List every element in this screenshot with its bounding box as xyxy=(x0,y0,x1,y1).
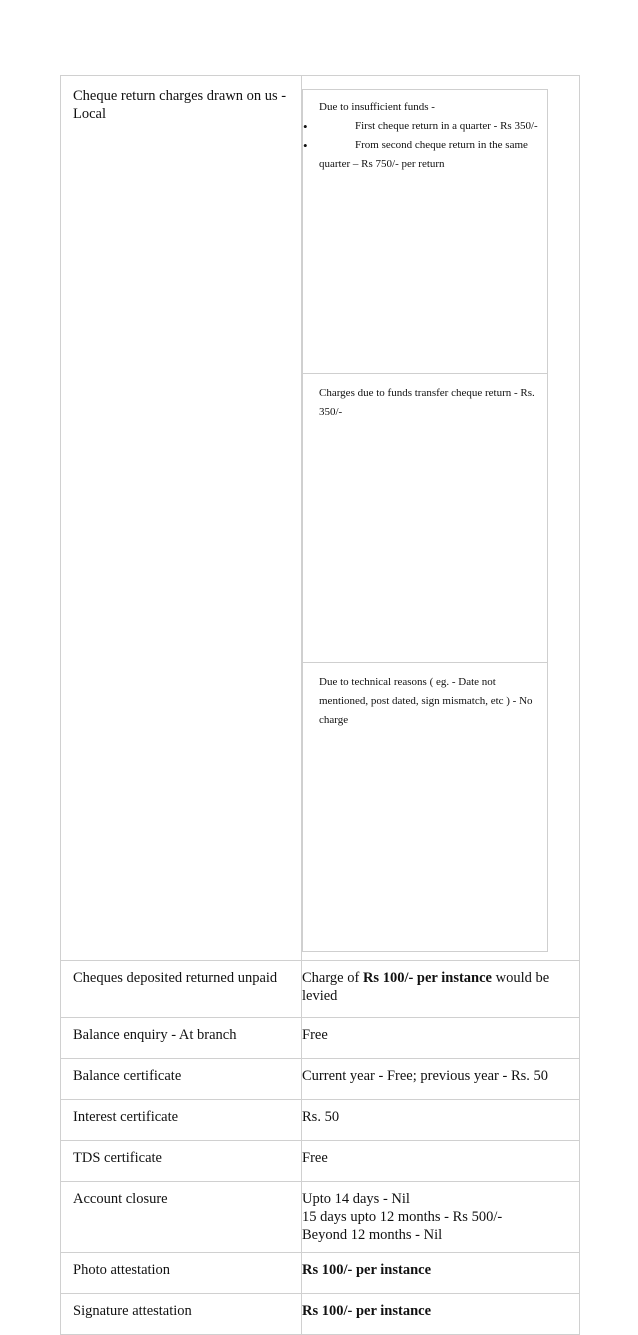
list-item: • From second cheque return in the same quarter – Rs 750/- per return xyxy=(303,138,528,170)
row-label: Balance certificate xyxy=(61,1059,302,1100)
row-label: Photo attestation xyxy=(61,1253,302,1294)
table-row xyxy=(61,1294,580,1335)
closure-line: 15 days upto 12 months - Rs 500/- xyxy=(302,1209,503,1225)
row-value xyxy=(302,1182,580,1253)
bullet-icon: • xyxy=(303,119,308,134)
closure-line: Beyond 12 months - Nil xyxy=(302,1227,443,1243)
row-value: Charge of Rs 100/- per instance would be levied xyxy=(302,961,580,1018)
table-row xyxy=(61,1100,580,1141)
technical-reasons-block: Due to technical reasons ( eg. - Date not mentioned, post dated, sign mismatch, etc ) - No charge xyxy=(303,663,548,952)
table-row xyxy=(61,76,580,961)
table-row xyxy=(61,1018,580,1059)
row-label: Cheques deposited returned unpaid xyxy=(61,961,302,1018)
table-row xyxy=(61,1253,580,1294)
nested-charges-table xyxy=(302,89,548,952)
bullet-icon: • xyxy=(303,138,308,153)
row-label: Account closure xyxy=(61,1182,302,1253)
row-value: Rs 100/- per instance xyxy=(302,1294,580,1335)
funds-transfer-block: Charges due to funds transfer cheque return - Rs. 350/- xyxy=(303,374,548,663)
insufficient-funds-list xyxy=(303,117,543,174)
row-label: TDS certificate xyxy=(61,1141,302,1182)
insufficient-funds-block xyxy=(303,90,548,374)
row-label: Balance enquiry - At branch xyxy=(61,1018,302,1059)
closure-line: Upto 14 days - Nil xyxy=(302,1191,410,1207)
charges-table xyxy=(60,75,580,1335)
table-row xyxy=(61,1059,580,1100)
row-value: Rs. 50 xyxy=(302,1100,580,1141)
row-label: Signature attestation xyxy=(61,1294,302,1335)
row-value: Rs 100/- per instance xyxy=(302,1253,580,1294)
insufficient-funds-title: Due to insufficient funds - xyxy=(319,101,435,113)
row-value xyxy=(302,76,580,961)
table-row xyxy=(61,1141,580,1182)
row-label: Interest certificate xyxy=(61,1100,302,1141)
row-label: Cheque return charges drawn on us - Local xyxy=(61,76,302,961)
list-item: • First cheque return in a quarter - Rs 350/- xyxy=(303,119,538,134)
row-value: Free xyxy=(302,1018,580,1059)
table-row xyxy=(61,1182,580,1253)
row-value: Free xyxy=(302,1141,580,1182)
table-row xyxy=(61,961,580,1018)
row-value: Current year - Free; previous year - Rs. 50 xyxy=(302,1059,580,1100)
